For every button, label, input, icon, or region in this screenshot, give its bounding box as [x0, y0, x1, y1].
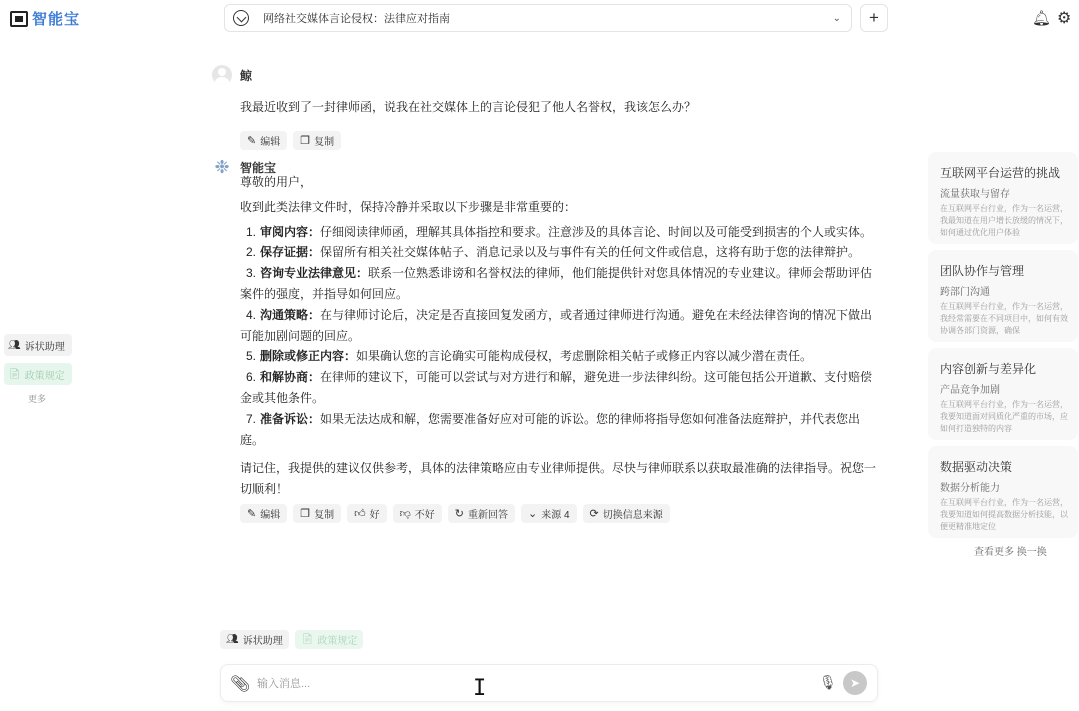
copy-icon: ❐	[300, 507, 311, 520]
user-question: 我最近收到了一封律师函，说我在社交媒体上的言论侵犯了他人名誉权，我该怎么办？	[240, 100, 697, 114]
sources-button[interactable]	[521, 504, 577, 523]
avatar	[212, 65, 232, 85]
item-number: 3.	[246, 266, 257, 281]
top-bar	[0, 0, 1079, 38]
answer-intro: 收到此类法律文件时，保持冷静并采取以下步骤是非常重要的：	[240, 199, 577, 214]
thumbs-up-icon: 👍︎	[354, 507, 366, 520]
like-button[interactable]	[347, 504, 387, 523]
item-title: 准备诉讼：	[260, 411, 321, 426]
action-label: 切换信息来源	[602, 509, 663, 521]
item-text: 仔细阅读律师函，理解其具体指控和要求。注意涉及的具体言论、时间以及可能受到损害的个人或实体。	[320, 224, 873, 239]
item-text: 在律师的建议下，可能可以尝试与对方进行和解，避免进一步法律纠纷。这可能包括公开道歉、支付赔偿金或其他条件。	[240, 370, 873, 405]
bot-avatar-icon: ❉	[214, 157, 230, 177]
chip-label: 政策规定	[24, 370, 65, 382]
microphone-icon[interactable]: 🎙︎	[819, 674, 837, 690]
answer-closing: 请记住，我提供的建议仅供参考，具体的法律策略应由专业律师提供。尽快与律师联系以获取最准确的法律指导。祝您一切顺利！	[240, 461, 877, 497]
left-more-link[interactable]: 更多	[28, 394, 47, 404]
recommendation-panel	[928, 152, 1078, 544]
gear-icon[interactable]: ⚙	[1057, 10, 1072, 27]
item-text: 联系一位熟悉诽谤和名誉权法的律师，他们能提供针对您具体情况的专业建议。律师会帮助评估案件的强度，并指导如何回应。	[240, 266, 873, 301]
app-logo[interactable]	[10, 8, 80, 29]
chip-label: 政策规定	[317, 636, 358, 647]
copy-icon: ❐	[300, 135, 311, 147]
thumbs-down-icon: 👎︎	[399, 507, 411, 520]
paperclip-icon[interactable]: 📎︎	[230, 676, 251, 693]
card-subtitle: 流量获取与留存	[940, 189, 1010, 200]
item-text: 在与律师讨论后，决定是否直接回复发函方，或者通过律师进行沟通。避免在未经法律咨询的情况下做出可能加剧问题的回应。	[240, 307, 873, 343]
list-item	[240, 263, 882, 305]
item-title: 沟通策略：	[260, 307, 321, 322]
send-button[interactable]: ➤	[843, 671, 867, 695]
chip-litigation-assistant[interactable]	[220, 630, 289, 649]
new-chat-button[interactable]: +	[860, 4, 888, 32]
card-title: 团队协作与管理	[940, 264, 1025, 278]
recommendation-card[interactable]	[928, 348, 1078, 440]
action-label: 好	[369, 509, 380, 521]
list-item	[240, 367, 882, 409]
action-label: 来源 4	[541, 509, 570, 521]
action-label: 编辑	[260, 509, 281, 521]
card-description: 在互联网平台行业，作为一名运营，我要知道如何提高数据分析技能，以便更精准地定位	[940, 498, 1068, 531]
item-text: 如果确认您的言论确实可能构成侵权，考虑删除相关帖子或修正内容以减少潜在责任。	[356, 349, 813, 364]
doc-icon: 📄︎	[8, 368, 21, 380]
item-text: 如果无法达成和解，您需要准备好应对可能的诉讼。您的律师将指导您如何准备法庭辩护，并代表您出庭。	[240, 411, 861, 447]
card-title: 数据驱动决策	[940, 460, 1013, 474]
item-title: 和解协商：	[260, 370, 321, 385]
text-cursor-icon: I	[473, 676, 487, 701]
pencil-icon: ✎	[247, 135, 257, 147]
action-label: 复制	[314, 509, 335, 521]
user-name: 鲸	[240, 68, 253, 83]
list-item	[240, 409, 882, 451]
card-description: 在互联网平台行业，作为一名运营，我要知道面对同质化严重的市场，应如何打造独特的内容	[940, 400, 1068, 433]
chevron-down-icon: ⌄	[527, 507, 538, 520]
edit-button[interactable]	[240, 504, 287, 523]
bot-answer	[240, 172, 882, 500]
item-title: 审阅内容：	[260, 224, 321, 239]
conversation-title-select[interactable]	[224, 4, 852, 32]
chat-thread	[212, 64, 882, 523]
bot-name: 智能宝	[240, 160, 277, 175]
card-subtitle: 数据分析能力	[940, 483, 1000, 494]
card-title: 内容创新与差异化	[940, 362, 1037, 376]
chevron-down-icon[interactable]: ⌄	[832, 12, 841, 24]
dislike-button[interactable]	[393, 504, 442, 523]
list-item	[240, 222, 882, 243]
conversation-title: 网络社交媒体言论侵权：法律应对指南	[263, 13, 450, 25]
card-title: 互联网平台运营的挑战	[940, 166, 1061, 180]
item-title: 删除或修正内容：	[260, 349, 357, 364]
card-description: 在互联网平台行业，作为一名运营，我最知道在用户增长放缓的情况下，如何通过优化用户体验	[940, 204, 1068, 237]
switch-source-button[interactable]	[583, 504, 670, 523]
item-number: 1.	[246, 224, 257, 239]
chip-label: 诉状助理	[242, 636, 283, 647]
copy-button[interactable]	[293, 131, 341, 150]
list-item	[240, 242, 882, 263]
edit-button[interactable]	[240, 131, 287, 150]
doc-icon: 📄︎	[300, 634, 314, 645]
recommendation-card[interactable]	[928, 446, 1078, 538]
item-number: 5.	[246, 349, 257, 364]
copy-button[interactable]	[293, 504, 341, 523]
item-number: 4.	[246, 307, 257, 322]
chip-policy[interactable]	[295, 630, 364, 649]
list-item	[240, 346, 882, 367]
pencil-icon: ✎	[247, 507, 257, 520]
answer-greeting: 尊敬的用户，	[240, 175, 313, 189]
card-subtitle: 产品竞争加剧	[940, 385, 1000, 396]
person-icon: 👥︎	[8, 339, 21, 351]
composer-quick-tools	[220, 630, 363, 649]
chip-label: 诉状助理	[24, 341, 65, 353]
item-number: 7.	[246, 411, 257, 426]
left-chip-policy[interactable]	[4, 363, 72, 385]
refresh-icon: ↻	[454, 507, 464, 520]
action-label: 编辑	[260, 137, 281, 148]
bot-message-actions	[240, 504, 882, 523]
regenerate-button[interactable]	[448, 504, 515, 523]
switch-icon: ⟳	[589, 507, 599, 520]
action-label: 重新回答	[467, 509, 508, 521]
bell-icon[interactable]: 🔔︎	[1032, 10, 1052, 27]
item-text: 保留所有相关社交媒体帖子、消息记录以及与事件有关的任何文件或信息，这将有助于您的法律辩护。	[320, 245, 861, 260]
composer	[220, 664, 878, 702]
item-number: 2.	[246, 245, 257, 260]
action-label: 不好	[414, 509, 435, 521]
app-logo-text: 智能宝	[32, 11, 81, 28]
left-quick-tools	[4, 334, 72, 405]
user-message-header	[212, 64, 882, 86]
item-title: 保存证据：	[260, 245, 321, 260]
list-item	[240, 305, 882, 347]
action-label: 复制	[314, 137, 335, 148]
logo-icon	[10, 11, 28, 27]
recommendation-card[interactable]	[928, 250, 1078, 342]
card-subtitle: 跨部门沟通	[940, 287, 990, 298]
message-input[interactable]	[257, 675, 777, 693]
see-more-link[interactable]: 查看更多 换一换	[974, 547, 1047, 558]
answer-steps	[240, 222, 882, 451]
left-chip-litigation-assistant[interactable]	[4, 334, 72, 356]
card-description: 在互联网平台行业，作为一名运营，我经常需要在不同项目中，如何有效协调各部门资源，确保	[940, 302, 1068, 335]
recommendation-card[interactable]	[928, 152, 1078, 244]
item-title: 咨询专业法律意见：	[260, 266, 369, 281]
person-icon: 👥︎	[226, 634, 239, 645]
user-message-actions	[240, 131, 882, 150]
chat-logo-icon	[233, 10, 249, 26]
item-number: 6.	[246, 370, 257, 385]
